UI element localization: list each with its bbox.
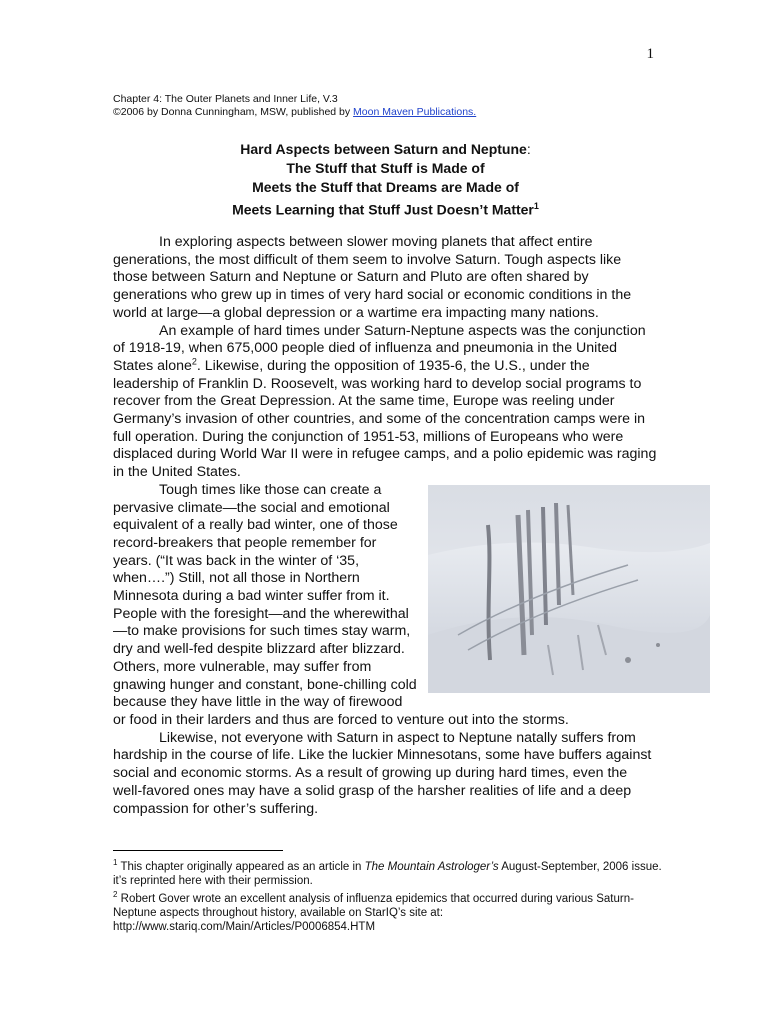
footnote-ref-2[interactable]: 2 <box>191 356 197 367</box>
footnote-1-marker: 1 <box>113 858 118 867</box>
paragraph-4: Likewise, not everyone with Saturn in aspect to Neptune natally suffers from hardship in the course of life. Like the luckier Minnesotans, some have buffers against social and economic storms. As a result of growing up during hard times, even the well-favored ones may have a solid grasp of the harsher realities of life and a deep compassion for other’s suffering. <box>113 729 652 817</box>
footnotes <box>113 856 673 935</box>
footnote-1 <box>113 856 673 888</box>
title-line-2: The Stuff that Stuff is Made of <box>286 160 485 176</box>
chapter-header <box>113 93 476 119</box>
title-line-4-text: Meets Learning that Stuff Just Doesn’t Matter <box>232 201 534 218</box>
paragraph-2-part-b: . Likewise, during the opposition of 1935-6, the U.S., under the leadership of Franklin D. Roosevelt, was working hard to develop social programs to recover from the Great Depression. At the same time, Europe was reeling under Germany’s invasion of other countries, and some of the concentration camps were in full operation. During the conjunction of 1951-53, millions of Europeans who were displaced during World War II were in refugee camps, and a polio epidemic was raging in the United States. <box>113 357 657 481</box>
article-title <box>113 140 658 220</box>
title-line-3: Meets the Stuff that Dreams are Made of <box>252 179 519 195</box>
footnote-1-text-a: This chapter originally appeared as an article in <box>117 860 365 873</box>
title-line-1 <box>113 140 658 159</box>
footnote-2-text: Robert Gover wrote an excellent analysis of influenza epidemics that occurred during various Saturn-Neptune aspects throughout history, available on StarIQ’s site at: <box>113 893 634 920</box>
copyright-text: ©2006 by Donna Cunningham, MSW, published by <box>113 106 354 118</box>
footnote-1-publication: The Mountain Astrologer’s <box>364 860 499 873</box>
article-body <box>113 234 658 818</box>
footnote-2 <box>113 888 673 934</box>
title-line-1-text: Hard Aspects between Saturn and Neptune <box>240 141 527 157</box>
paragraph-1: In exploring aspects between slower moving planets that affect entire generations, the most difficult of them seem to involve Saturn. Tough aspects like those between Saturn and Neptune or Saturn and Pluto are often shared by generations who grew up in times of very hard social or economic conditions in the world at large—a global depression or a wartime era impacting many nations. <box>113 234 632 321</box>
paragraph-3: Tough times like those can create a pervasive climate—the social and emotional equivalent of a really bad winter, one of those record-breakers that people remember for years. (“It was back in the winter of ‘35, when….”) Still, not all those in Northern Minnesota during a bad winter suffer from it. People with the foresight—and the wherewithal—to make provisions for such times stay warm, dry and well-fed despite blizzard after blizzard. Others, more vulnerable, may suffer from gnawing hunger and constant, bone-chilling cold because they have little in the way of firewood or food in their larders and thus are forced to venture out into the storms. <box>113 481 569 728</box>
copyright-line <box>113 106 476 119</box>
footnote-1-text-b: August-September, 2006 issue. it’s reprinted here with their permission. <box>113 860 662 888</box>
page-number: 1 <box>646 46 654 62</box>
paragraph-2-part-a: An example of hard times under Saturn-Neptune aspects was the conjunction of 1918-19, when 675,000 people died of influenza and pneumonia in the United States alone <box>113 322 646 374</box>
footnote-divider <box>113 850 283 851</box>
publisher-link[interactable]: Moon Maven Publications. <box>353 106 477 118</box>
snowy-fence-photo <box>428 485 710 693</box>
footnote-2-marker: 2 <box>113 890 118 900</box>
title-line-4 <box>113 197 658 220</box>
chapter-line: Chapter 4: The Outer Planets and Inner Life, V.3 <box>113 93 338 105</box>
footnote-ref-1[interactable]: 1 <box>533 201 539 211</box>
footnote-2-url[interactable]: http://www.stariq.com/Main/Articles/P0006854.HTM <box>113 921 376 934</box>
title-line-1-suffix: : <box>526 141 531 157</box>
paragraph-2 <box>113 323 658 482</box>
